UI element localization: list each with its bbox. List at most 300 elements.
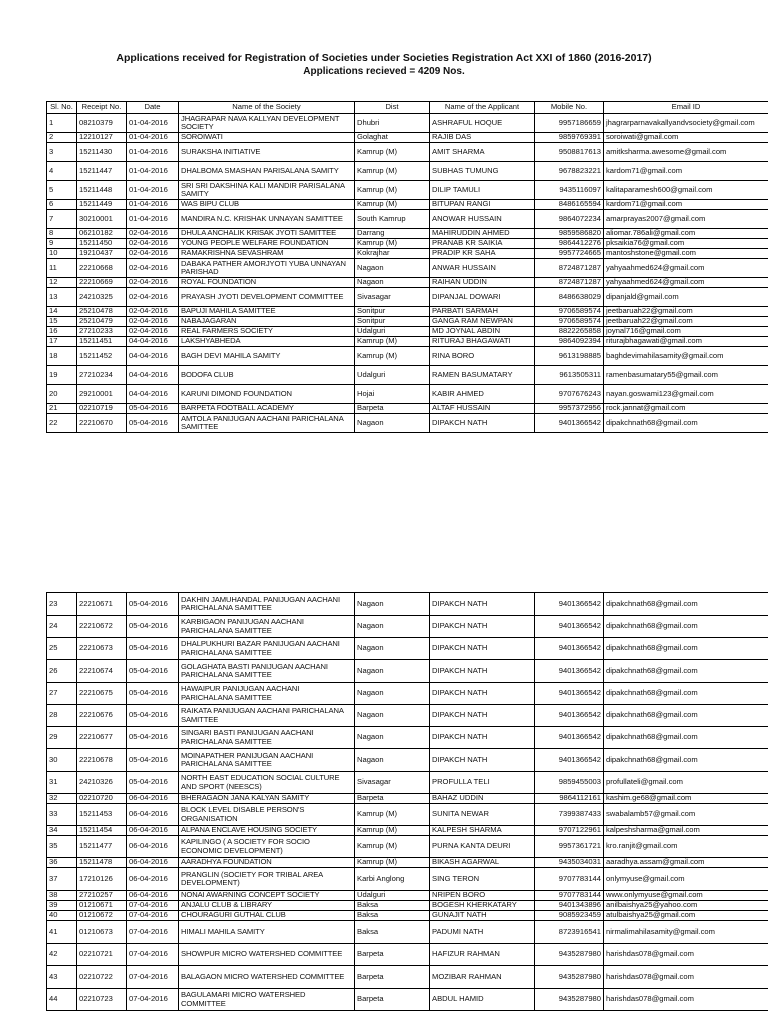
cell-date: 01-04-2016 (127, 181, 179, 200)
cell-email-id: atulbaishya25@gmail.com (604, 911, 768, 921)
cell-sl-no: 38 (47, 891, 77, 901)
table-row (47, 804, 768, 826)
cell-receipt-no: 02210723 (77, 989, 127, 1011)
cell-society-name: AMTOLA PANIJUGAN AACHANI PARICHALANA SAMITTEE (179, 414, 355, 433)
cell-date: 05-04-2016 (127, 616, 179, 638)
cell-email-id: yahyaahmed624@gmail.com (604, 259, 768, 278)
cell-date: 07-04-2016 (127, 989, 179, 1011)
table-row (47, 414, 768, 433)
cell-society-name: NORTH EAST EDUCATION SOCIAL CULTURE AND SPORT (NEESCS) (179, 772, 355, 794)
cell-sl-no: 36 (47, 858, 77, 868)
cell-date: 05-04-2016 (127, 404, 179, 414)
cell-mobile-no: 9401366542 (535, 705, 604, 727)
cell-society-name: KARBIGAON PANIJUGAN AACHANI PARICHALANA SAMITTEE (179, 616, 355, 638)
cell-dist: Nagaon (355, 705, 430, 727)
cell-date: 02-04-2016 (127, 229, 179, 239)
cell-email-id: profullateli@gmail.com (604, 772, 768, 794)
cell-society-name: BHERAGAON JANA KALYAN SAMITY (179, 794, 355, 804)
cell-society-name: DHULA ANCHALIK KRISAK JYOTI SAMITTEE (179, 229, 355, 239)
cell-applicant-name: SING TERON (430, 868, 535, 891)
cell-dist: South Kamrup (355, 210, 430, 229)
cell-email-id: nirmalimahilasamity@gmail.com (604, 921, 768, 944)
cell-applicant-name: RAIHAN UDDIN (430, 278, 535, 288)
cell-society-name: ALPANA ENCLAVE HOUSING SOCIETY (179, 826, 355, 836)
cell-date: 05-04-2016 (127, 772, 179, 794)
cell-email-id: kashim.ge68@gmail.com (604, 794, 768, 804)
header-mobile-no: Mobile No. (535, 102, 604, 114)
table-row (47, 944, 768, 966)
cell-email-id: dipakchnath68@gmail.com (604, 414, 768, 433)
header-society-name: Name of the Society (179, 102, 355, 114)
table-row (47, 826, 768, 836)
cell-date: 01-04-2016 (127, 143, 179, 162)
cell-date: 06-04-2016 (127, 891, 179, 901)
table-row (47, 772, 768, 794)
cell-email-id: kardom71@gmail.com (604, 200, 768, 210)
cell-society-name: WAS BIPU CLUB (179, 200, 355, 210)
document-title: Applications received for Registration of Societies under Societies Registration Act XXI of 1860 (2016-2017) (116, 52, 652, 64)
cell-date: 06-04-2016 (127, 858, 179, 868)
cell-email-id: riturajbhagawati@gmail.com (604, 337, 768, 347)
cell-email-id: amitksharma.awesome@gmail.com (604, 143, 768, 162)
table-row (47, 347, 768, 366)
cell-date: 06-04-2016 (127, 794, 179, 804)
cell-applicant-name: ANOWAR HUSSAIN (430, 210, 535, 229)
cell-date: 02-04-2016 (127, 327, 179, 337)
cell-applicant-name: DIPAKCH NATH (430, 638, 535, 660)
table-row (47, 989, 768, 1011)
cell-mobile-no: 9859769391 (535, 133, 604, 143)
cell-sl-no: 12 (47, 278, 77, 288)
cell-dist: Baksa (355, 901, 430, 911)
cell-applicant-name: ALTAF HUSSAIN (430, 404, 535, 414)
cell-receipt-no: 29210001 (77, 385, 127, 404)
cell-society-name: KARUNI DIMOND FOUNDATION (179, 385, 355, 404)
cell-email-id: dipakchnath68@gmail.com (604, 638, 768, 660)
cell-date: 01-04-2016 (127, 200, 179, 210)
cell-dist: Nagaon (355, 616, 430, 638)
cell-receipt-no: 22210678 (77, 749, 127, 772)
cell-mobile-no: 9401366542 (535, 727, 604, 749)
cell-email-id: dipakchnath68@gmail.com (604, 683, 768, 705)
cell-receipt-no: 15211478 (77, 858, 127, 868)
cell-receipt-no: 15211453 (77, 804, 127, 826)
cell-dist: Hojai (355, 385, 430, 404)
cell-date: 05-04-2016 (127, 593, 179, 616)
cell-receipt-no: 17210126 (77, 868, 127, 891)
cell-sl-no: 19 (47, 366, 77, 385)
cell-email-id: ramenbasumatary55@gmail.com (604, 366, 768, 385)
cell-applicant-name: MAHIRUDDIN AHMED (430, 229, 535, 239)
cell-mobile-no: 8724871287 (535, 259, 604, 278)
cell-society-name: BAPUJI MAHILA SAMITTEE (179, 307, 355, 317)
cell-mobile-no: 9613198885 (535, 347, 604, 366)
cell-receipt-no: 15211448 (77, 181, 127, 200)
cell-email-id: jeetbaruah22@gmail.com (604, 307, 768, 317)
cell-sl-no: 1 (47, 114, 77, 133)
cell-sl-no: 4 (47, 162, 77, 181)
cell-mobile-no: 9401366542 (535, 616, 604, 638)
cell-applicant-name: RINA BORO (430, 347, 535, 366)
cell-applicant-name: BOGESH KHERKATARY (430, 901, 535, 911)
cell-society-name: BALAGAON MICRO WATERSHED COMMITTEE (179, 966, 355, 989)
table-header-row (47, 102, 768, 114)
table-row (47, 616, 768, 638)
table-row (47, 911, 768, 921)
cell-sl-no: 22 (47, 414, 77, 433)
cell-receipt-no: 15211451 (77, 337, 127, 347)
cell-society-name: MANDIRA N.C. KRISHAK UNNAYAN SAMITTEE (179, 210, 355, 229)
cell-dist: Kamrup (M) (355, 162, 430, 181)
cell-applicant-name: DIPAKCH NATH (430, 749, 535, 772)
cell-email-id: mantoshstone@gmail.com (604, 249, 768, 259)
cell-date: 04-04-2016 (127, 366, 179, 385)
cell-email-id: jhagrarparnavakallyandvsociety@gmail.com (604, 114, 768, 133)
cell-mobile-no: 9706589574 (535, 307, 604, 317)
cell-sl-no: 37 (47, 868, 77, 891)
table-row (47, 181, 768, 200)
cell-date: 07-04-2016 (127, 921, 179, 944)
cell-dist: Udalguri (355, 327, 430, 337)
cell-receipt-no: 08210379 (77, 114, 127, 133)
cell-dist: Sivasagar (355, 288, 430, 307)
cell-mobile-no: 8486638029 (535, 288, 604, 307)
cell-receipt-no: 25210479 (77, 317, 127, 327)
cell-applicant-name: DIPAKCH NATH (430, 727, 535, 749)
cell-applicant-name: RAMEN BASUMATARY (430, 366, 535, 385)
cell-society-name: HAWAIPUR PANIJUGAN AACHANI PARICHALANA SAMITTEE (179, 683, 355, 705)
cell-dist: Kamrup (M) (355, 836, 430, 858)
cell-society-name: BLOCK LEVEL DISABLE PERSON'S ORGANISATION (179, 804, 355, 826)
cell-date: 05-04-2016 (127, 638, 179, 660)
cell-dist: Barpeta (355, 404, 430, 414)
cell-society-name: DHALBOMA SMASHAN PARISALANA SAMITY (179, 162, 355, 181)
cell-mobile-no: 9435287980 (535, 989, 604, 1011)
cell-society-name: SRI SRI DAKSHINA KALI MANDIR PARISALANA SAMITY (179, 181, 355, 200)
cell-mobile-no: 9401366542 (535, 749, 604, 772)
cell-receipt-no: 02210720 (77, 794, 127, 804)
cell-mobile-no: 9678823221 (535, 162, 604, 181)
cell-dist: Dhubri (355, 114, 430, 133)
cell-mobile-no: 7399387433 (535, 804, 604, 826)
cell-receipt-no: 01210673 (77, 921, 127, 944)
cell-email-id: harishdas078@gmail.com (604, 989, 768, 1011)
cell-sl-no: 42 (47, 944, 77, 966)
cell-mobile-no: 9401366542 (535, 638, 604, 660)
cell-mobile-no: 9864112161 (535, 794, 604, 804)
cell-email-id: kardom71@gmail.com (604, 162, 768, 181)
cell-dist: Udalguri (355, 891, 430, 901)
table-row (47, 683, 768, 705)
table-row (47, 259, 768, 278)
cell-dist: Kokrajhar (355, 249, 430, 259)
cell-society-name: CHOURAGURI GUTHAL CLUB (179, 911, 355, 921)
cell-mobile-no: 9401343896 (535, 901, 604, 911)
cell-sl-no: 14 (47, 307, 77, 317)
table-row (47, 307, 768, 317)
cell-society-name: YOUNG PEOPLE WELFARE FOUNDATION (179, 239, 355, 249)
cell-mobile-no: 9864092394 (535, 337, 604, 347)
cell-dist: Barpeta (355, 794, 430, 804)
cell-mobile-no: 9508817613 (535, 143, 604, 162)
cell-date: 02-04-2016 (127, 249, 179, 259)
cell-mobile-no: 9864072234 (535, 210, 604, 229)
cell-mobile-no: 9435287980 (535, 944, 604, 966)
table-row (47, 317, 768, 327)
cell-dist: Nagaon (355, 414, 430, 433)
cell-sl-no: 2 (47, 133, 77, 143)
cell-society-name: ROYAL FOUNDATION (179, 278, 355, 288)
table-row (47, 278, 768, 288)
cell-sl-no: 5 (47, 181, 77, 200)
cell-society-name: NONAI AWARNING CONCEPT SOCIETY (179, 891, 355, 901)
cell-email-id: dipakchnath68@gmail.com (604, 727, 768, 749)
cell-mobile-no: 9707783144 (535, 891, 604, 901)
cell-sl-no: 9 (47, 239, 77, 249)
applications-table-2 (46, 592, 768, 1011)
cell-date: 05-04-2016 (127, 705, 179, 727)
header-date: Date (127, 102, 179, 114)
cell-society-name: BAGULAMARI MICRO WATERSHED COMMITTEE (179, 989, 355, 1011)
cell-applicant-name: ABDUL HAMID (430, 989, 535, 1011)
table-row (47, 660, 768, 683)
cell-date: 05-04-2016 (127, 414, 179, 433)
table-row (47, 858, 768, 868)
cell-applicant-name: SUBHAS TUMUNG (430, 162, 535, 181)
cell-email-id: joynal716@gmail.com (604, 327, 768, 337)
cell-receipt-no: 22210671 (77, 593, 127, 616)
cell-mobile-no: 9957361721 (535, 836, 604, 858)
cell-date: 02-04-2016 (127, 317, 179, 327)
cell-receipt-no: 15211454 (77, 826, 127, 836)
cell-dist: Barpeta (355, 966, 430, 989)
cell-mobile-no: 9435034031 (535, 858, 604, 868)
cell-society-name: LAKSHYABHEDA (179, 337, 355, 347)
cell-email-id: dipakchnath68@gmail.com (604, 616, 768, 638)
cell-dist: Kamrup (M) (355, 347, 430, 366)
cell-email-id: baghdevimahilasamity@gmail.com (604, 347, 768, 366)
cell-dist: Nagaon (355, 259, 430, 278)
cell-email-id: dipakchnath68@gmail.com (604, 749, 768, 772)
cell-sl-no: 26 (47, 660, 77, 683)
table-row (47, 891, 768, 901)
cell-applicant-name: ASHRAFUL HOQUE (430, 114, 535, 133)
cell-date: 07-04-2016 (127, 911, 179, 921)
cell-dist: Kamrup (M) (355, 143, 430, 162)
cell-society-name: DHALPUKHURI BAZAR PANIJUGAN AACHANI PARICHALANA SAMITTEE (179, 638, 355, 660)
cell-date: 02-04-2016 (127, 259, 179, 278)
cell-mobile-no: 9401366542 (535, 593, 604, 616)
cell-mobile-no: 9864412276 (535, 239, 604, 249)
cell-date: 01-04-2016 (127, 162, 179, 181)
cell-dist: Sonitpur (355, 307, 430, 317)
cell-society-name: BAGH DEVI MAHILA SAMITY (179, 347, 355, 366)
table-row (47, 705, 768, 727)
cell-date: 05-04-2016 (127, 727, 179, 749)
cell-sl-no: 27 (47, 683, 77, 705)
cell-society-name: SOROIWATI (179, 133, 355, 143)
cell-email-id: kalitaparamesh600@gmail.com (604, 181, 768, 200)
cell-mobile-no: 9435116097 (535, 181, 604, 200)
cell-applicant-name: BITUPAN RANGI (430, 200, 535, 210)
cell-mobile-no: 9706589574 (535, 317, 604, 327)
cell-sl-no: 16 (47, 327, 77, 337)
cell-society-name: SURAKSHA INITIATIVE (179, 143, 355, 162)
cell-email-id: jeetbaruah22@gmail.com (604, 317, 768, 327)
cell-receipt-no: 01210672 (77, 911, 127, 921)
table-row (47, 327, 768, 337)
cell-date: 07-04-2016 (127, 966, 179, 989)
table-row (47, 404, 768, 414)
cell-society-name: BARPETA FOOTBALL ACADEMY (179, 404, 355, 414)
cell-email-id: kalpeshsharma@gmail.com (604, 826, 768, 836)
cell-dist: Udalguri (355, 366, 430, 385)
cell-sl-no: 7 (47, 210, 77, 229)
cell-society-name: DAKHIN JAMUHANDAL PANIJUGAN AACHANI PARICHALANA SAMITTEE (179, 593, 355, 616)
table-row (47, 921, 768, 944)
cell-mobile-no: 8486165594 (535, 200, 604, 210)
cell-mobile-no: 9085923459 (535, 911, 604, 921)
cell-receipt-no: 22210668 (77, 259, 127, 278)
table-row (47, 162, 768, 181)
cell-receipt-no: 22210673 (77, 638, 127, 660)
cell-dist: Nagaon (355, 683, 430, 705)
cell-applicant-name: HAFIZUR RAHMAN (430, 944, 535, 966)
cell-applicant-name: ANWAR HUSSAIN (430, 259, 535, 278)
cell-applicant-name: DIPAKCH NATH (430, 705, 535, 727)
cell-applicant-name: MD JOYNAL ABDIN (430, 327, 535, 337)
cell-receipt-no: 22210674 (77, 660, 127, 683)
cell-dist: Nagaon (355, 727, 430, 749)
cell-date: 04-04-2016 (127, 337, 179, 347)
cell-sl-no: 39 (47, 901, 77, 911)
cell-date: 05-04-2016 (127, 749, 179, 772)
cell-applicant-name: NRIPEN BORO (430, 891, 535, 901)
cell-receipt-no: 22210676 (77, 705, 127, 727)
cell-dist: Nagaon (355, 749, 430, 772)
cell-applicant-name: PURNA KANTA DEURI (430, 836, 535, 858)
cell-receipt-no: 25210478 (77, 307, 127, 317)
cell-dist: Nagaon (355, 660, 430, 683)
cell-society-name: RAIKATA PANIJUGAN AACHANI PARICHALANA SAMITTEE (179, 705, 355, 727)
cell-applicant-name: DILIP TAMULI (430, 181, 535, 200)
cell-dist: Baksa (355, 911, 430, 921)
cell-sl-no: 24 (47, 616, 77, 638)
cell-date: 06-04-2016 (127, 836, 179, 858)
cell-sl-no: 28 (47, 705, 77, 727)
table-row (47, 385, 768, 404)
cell-society-name: JHAGRAPAR NAVA KALLYAN DEVELOPMENT SOCIETY (179, 114, 355, 133)
cell-sl-no: 23 (47, 593, 77, 616)
cell-email-id: kro.ranjit@gmail.com (604, 836, 768, 858)
cell-sl-no: 41 (47, 921, 77, 944)
cell-society-name: KAPILINGO ( A SOCIETY FOR SOCIO ECONOMIC DEVELOPMENT) (179, 836, 355, 858)
cell-dist: Kamrup (M) (355, 826, 430, 836)
cell-email-id: soroiwati@gmail.com (604, 133, 768, 143)
cell-email-id: nayan.goswami123@gmail.com (604, 385, 768, 404)
cell-receipt-no: 15211450 (77, 239, 127, 249)
cell-receipt-no: 22210675 (77, 683, 127, 705)
cell-sl-no: 15 (47, 317, 77, 327)
cell-dist: Baksa (355, 921, 430, 944)
cell-email-id: harishdas078@gmail.com (604, 966, 768, 989)
table-row (47, 794, 768, 804)
cell-applicant-name: KABIR AHMED (430, 385, 535, 404)
header-dist: Dist (355, 102, 430, 114)
cell-email-id: dipanjald@gmail.com (604, 288, 768, 307)
cell-mobile-no: 9957372956 (535, 404, 604, 414)
cell-email-id: aliomar.786ali@gmail.com (604, 229, 768, 239)
cell-receipt-no: 15211477 (77, 836, 127, 858)
cell-applicant-name: DIPAKCH NATH (430, 616, 535, 638)
cell-sl-no: 10 (47, 249, 77, 259)
cell-mobile-no: 8724871287 (535, 278, 604, 288)
cell-date: 04-04-2016 (127, 385, 179, 404)
cell-mobile-no: 9859455003 (535, 772, 604, 794)
table-row (47, 133, 768, 143)
cell-receipt-no: 19210437 (77, 249, 127, 259)
header-sl-no: Sl. No. (47, 102, 77, 114)
cell-date: 02-04-2016 (127, 278, 179, 288)
cell-mobile-no: 9957186659 (535, 114, 604, 133)
cell-sl-no: 44 (47, 989, 77, 1011)
cell-mobile-no: 9859586820 (535, 229, 604, 239)
cell-dist: Nagaon (355, 593, 430, 616)
cell-dist: Kamrup (M) (355, 804, 430, 826)
cell-receipt-no: 15211452 (77, 347, 127, 366)
table-row (47, 638, 768, 660)
cell-applicant-name: GANGA RAM NEWPAN (430, 317, 535, 327)
cell-applicant-name: PRANAB KR SAIKIA (430, 239, 535, 249)
cell-society-name: HIMALI MAHILA SAMITY (179, 921, 355, 944)
header-email-id: Email ID (604, 102, 768, 114)
table-row (47, 366, 768, 385)
cell-email-id: pksaikia76@gmail.com (604, 239, 768, 249)
table-row (47, 288, 768, 307)
table-row (47, 966, 768, 989)
cell-receipt-no: 15211430 (77, 143, 127, 162)
cell-applicant-name: RITURAJ BHAGAWATI (430, 337, 535, 347)
cell-sl-no: 29 (47, 727, 77, 749)
cell-applicant-name: DIPAKCH NATH (430, 683, 535, 705)
table-row (47, 200, 768, 210)
cell-mobile-no: 9435287980 (535, 966, 604, 989)
cell-receipt-no: 22210677 (77, 727, 127, 749)
cell-date: 04-04-2016 (127, 347, 179, 366)
cell-sl-no: 43 (47, 966, 77, 989)
cell-date: 07-04-2016 (127, 944, 179, 966)
cell-sl-no: 8 (47, 229, 77, 239)
cell-sl-no: 40 (47, 911, 77, 921)
cell-receipt-no: 02210722 (77, 966, 127, 989)
cell-sl-no: 33 (47, 804, 77, 826)
cell-email-id: www.onlymyuse@gmail.com (604, 891, 768, 901)
cell-society-name: DABAKA PATHER AMORJYOTI YUBA UNNAYAN PARISHAD (179, 259, 355, 278)
table-row (47, 143, 768, 162)
table-row (47, 239, 768, 249)
cell-receipt-no: 02210719 (77, 404, 127, 414)
cell-society-name: BODOFA CLUB (179, 366, 355, 385)
cell-applicant-name: PRADIP KR SAHA (430, 249, 535, 259)
cell-dist: Sivasagar (355, 772, 430, 794)
cell-dist: Sonitpur (355, 317, 430, 327)
cell-dist: Kamrup (M) (355, 239, 430, 249)
cell-email-id: dipakchnath68@gmail.com (604, 705, 768, 727)
cell-sl-no: 17 (47, 337, 77, 347)
table-row (47, 901, 768, 911)
cell-applicant-name: AMIT SHARMA (430, 143, 535, 162)
cell-society-name: PRANGLIN (SOCIETY FOR TRIBAL AREA DEVELOPMENT) (179, 868, 355, 891)
